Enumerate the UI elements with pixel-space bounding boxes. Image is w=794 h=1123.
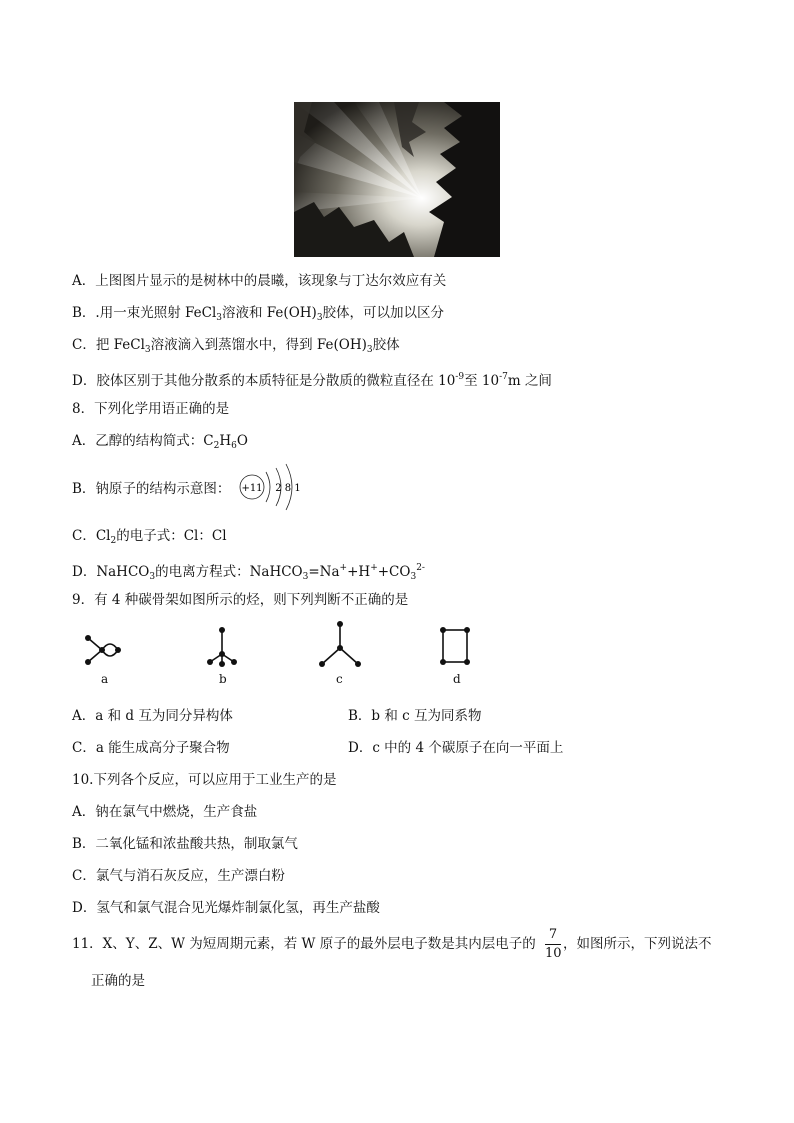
q9-stem: 9．有 4 种碳骨架如图所示的烃，则下列判断不正确的是 [72, 592, 409, 608]
q11-stem-line2: 正确的是 [91, 973, 145, 989]
q10-option-d: D．氢气和氯气混合见光爆炸制氯化氢，再生产盐酸 [72, 900, 380, 916]
electron-shells-label: 2 8 1 [275, 483, 301, 494]
carbon-skeleton-a [80, 620, 130, 670]
q7-b-sub2: 3 [316, 313, 323, 323]
forest-morning-light-photo [294, 102, 500, 257]
q9-option-a: A．a 和 d 互为同分异构体 [72, 708, 233, 724]
carbon-skeleton-b [200, 620, 245, 670]
label-b: b [219, 672, 227, 686]
q10-stem: 10.下列各个反应，可以应用于工业生产的是 [72, 772, 337, 788]
carbon-skeleton-c [316, 620, 366, 670]
q8-option-c: C．$Cl_2$的电子式：Cl：Cl [72, 528, 227, 546]
q7-option-b: B．.用一束光照射 FeCl$_3$溶液和 $Fe(OH)_3$胶体，可以加以区分 [72, 305, 445, 323]
fraction-numerator: 7 [548, 927, 558, 942]
carbon-skeleton-d [436, 620, 476, 670]
label-c: c [336, 672, 343, 686]
q8-stem: 8．下列化学用语正确的是 [72, 401, 230, 417]
q9-option-d: D．c 中的 4 个碳原子在向一平面上 [348, 740, 564, 756]
nucleus-label: +11 [241, 483, 263, 494]
label-a: a [101, 672, 109, 686]
q7-option-c: C．把 FeCl$_3$溶液滴入到蒸馏水中，得到 $Fe(OH)_3$胶体 [72, 337, 400, 355]
fraction-seven-tenths [545, 927, 561, 962]
fraction-denominator: 10 [545, 946, 562, 961]
q9-option-c: C．a 能生成高分子聚合物 [72, 740, 230, 756]
q7-option-a: A．上图图片显示的是树林中的晨曦，该现象与丁达尔效应有关 [72, 273, 447, 289]
q10-option-a: A．钠在氯气中燃烧，生产食盐 [72, 804, 258, 820]
q8-option-a: A．乙醇的结构简式：$C_2H_6O$ [72, 433, 248, 451]
q10-option-c: C．氯气与消石灰反应，生产漂白粉 [72, 868, 285, 884]
sodium-atom-structure-diagram [236, 462, 316, 512]
q8-option-b: B．钠原子的结构示意图： [72, 481, 231, 497]
q11-stem-post: ，如图所示，下列说法不 [563, 936, 712, 952]
q9-option-b: B．b 和 c 互为同系物 [348, 708, 482, 724]
q10-option-b: B．二氧化锰和浓盐酸共热，制取氯气 [72, 836, 298, 852]
q7-option-d: D．胶体区别于其他分散系的本质特征是分散质的微粒直径在 $10^{-9}$至 $10^{-7}m$ 之间 [72, 372, 552, 389]
label-d: d [453, 672, 461, 686]
q8-option-d: D．NaHCO$_3$的电离方程式：$NaHCO_3=Na^++H^++CO_3^{2-}$ [72, 563, 425, 582]
q11-stem-pre: 11．X、Y、Z、W 为短周期元素，若 W 原子的最外层电子数是其内层电子的 [72, 936, 536, 952]
